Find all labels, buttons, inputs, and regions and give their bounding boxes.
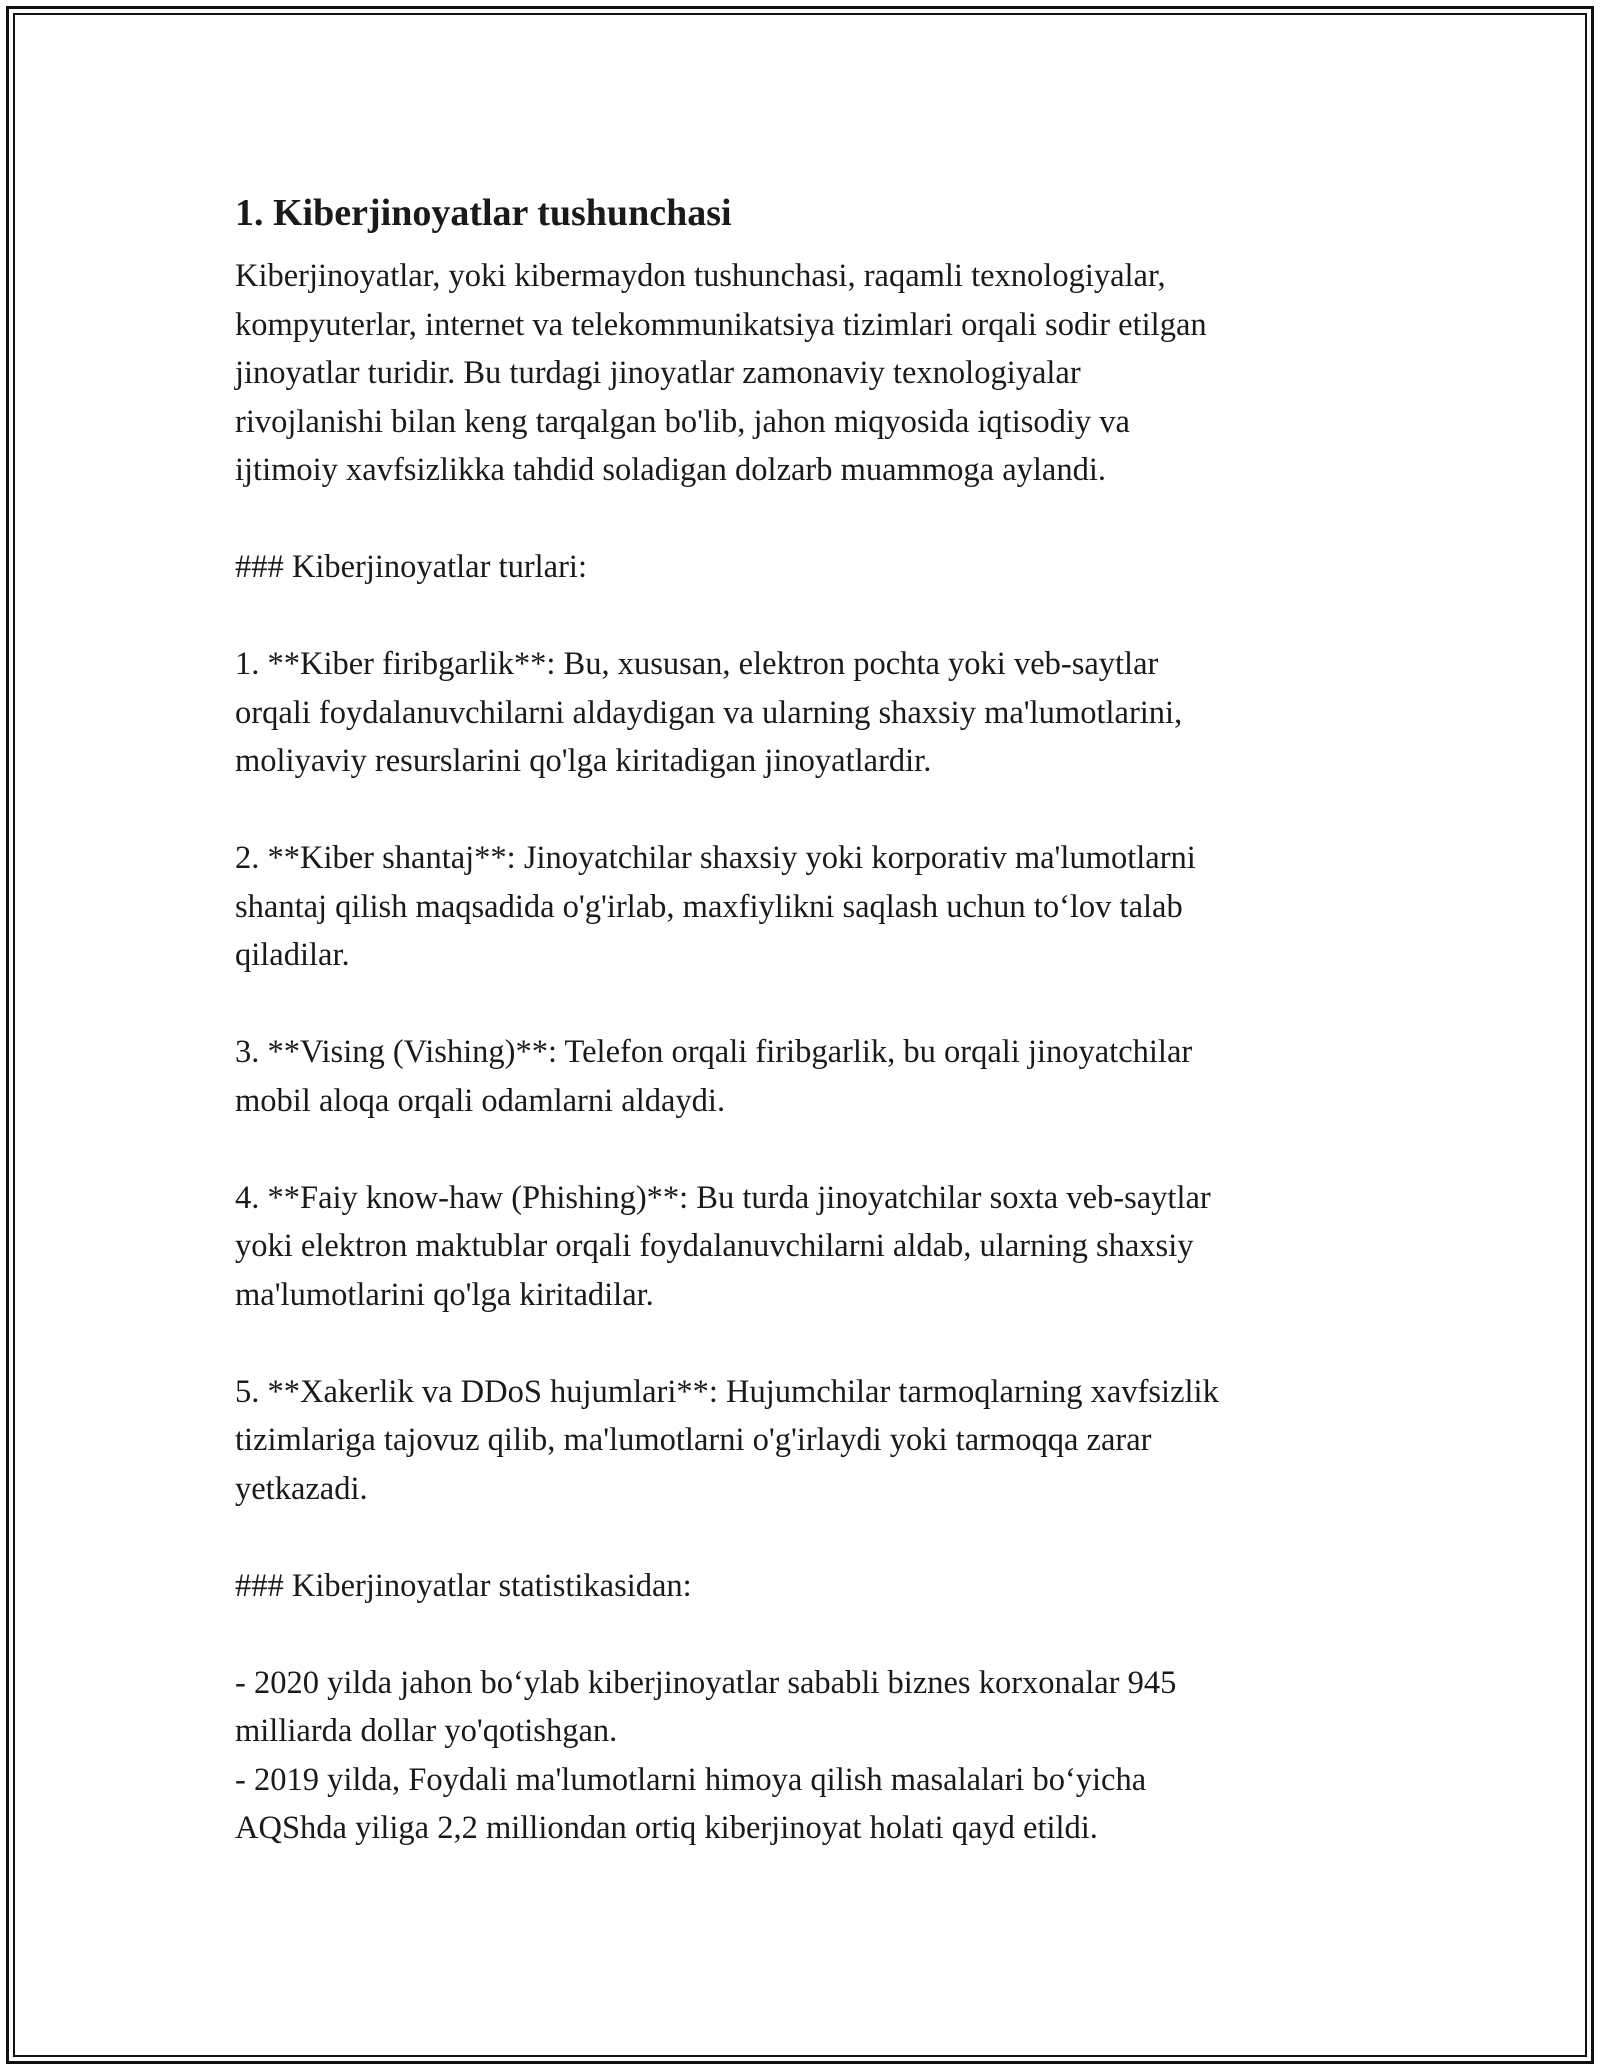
spacer — [235, 592, 1365, 641]
type-line: qiladilar. — [235, 937, 350, 973]
document-title: 1. Kiberjinoyatlar tushunchasi — [235, 192, 732, 234]
stats-line: AQShda yiliga 2,2 milliondan ortiq kiberjinoyat holati qayd etildi. — [235, 1810, 1098, 1846]
type-line: orqali foydalanuvchilarni aldaydigan va ularning shaxsiy ma'lumotlarini, — [235, 694, 1183, 731]
intro-line: kompyuterlar, internet va telekommunikatsiya tizimlari orqali sodir etilgan — [235, 306, 1207, 343]
type-line: 3. **Vising (Vishing)**: Telefon orqali firibgarlik, bu orqali jinoyatchilar — [235, 1034, 1193, 1070]
type-line: tizimlariga tajovuz qilib, ma'lumotlarni o'g'irlaydi yoki tarmoqqa zarar — [235, 1422, 1152, 1458]
type-line: 1. **Kiber firibgarlik**: Bu, xususan, elektron pochta yoki veb-saytlar — [235, 646, 1159, 682]
spacer — [235, 1513, 1365, 1562]
section-heading-stats: ### Kiberjinoyatlar statistikasidan: — [235, 1567, 692, 1604]
intro-paragraph — [235, 252, 1365, 495]
stats-line: - 2019 yilda, Foydali ma'lumotlarni himoya qilish masalalari bo‘yicha — [235, 1761, 1147, 1798]
type-line: 4. **Faiy know-haw (Phishing)**: Bu turda jinoyatchilar soxta veb-saytlar — [235, 1179, 1211, 1216]
spacer — [235, 786, 1365, 835]
type-item-5 — [235, 1368, 1365, 1514]
type-line: 5. **Xakerlik va DDoS hujumlari**: Hujumchilar tarmoqlarning xavfsizlik — [235, 1373, 1219, 1410]
type-line: yoki elektron maktublar orqali foydalanuvchilarni aldab, ularning shaxsiy — [235, 1228, 1194, 1264]
type-item-4 — [235, 1174, 1365, 1320]
section-heading-types: ### Kiberjinoyatlar turlari: — [235, 549, 587, 585]
intro-line: rivojlanishi bilan keng tarqalgan bo'lib, jahon miqyosida iqtisodiy va — [235, 403, 1130, 440]
document-body — [235, 186, 1365, 1853]
type-line: moliyaviy resurslarini qo'lga kiritadigan jinoyatlardir. — [235, 743, 932, 779]
intro-line: jinoyatlar turidir. Bu turdagi jinoyatlar zamonaviy texnologiyalar — [235, 355, 1081, 391]
type-line: mobil aloqa orqali odamlarni aldaydi. — [235, 1082, 726, 1119]
type-line: yetkazadi. — [235, 1470, 368, 1507]
spacer — [235, 980, 1365, 1029]
type-item-2 — [235, 834, 1365, 980]
spacer — [235, 1319, 1365, 1368]
spacer — [235, 495, 1365, 544]
type-line: ma'lumotlarini qo'lga kiritadilar. — [235, 1276, 654, 1313]
type-line: 2. **Kiber shantaj**: Jinoyatchilar shaxsiy yoki korporativ ma'lumotlarni — [235, 840, 1196, 876]
type-item-1 — [235, 640, 1365, 786]
stats-line: milliarda dollar yo'qotishgan. — [235, 1713, 618, 1749]
type-item-3 — [235, 1028, 1365, 1125]
stats-line: - 2020 yilda jahon bo‘ylab kiberjinoyatlar sababli biznes korxonalar 945 — [235, 1664, 1177, 1701]
type-line: shantaj qilish maqsadida o'g'irlab, maxfiylikni saqlash uchun to‘lov talab — [235, 888, 1183, 925]
intro-line: ijtimoiy xavfsizlikka tahdid soladigan dolzarb muammoga aylandi. — [235, 452, 1106, 488]
spacer — [235, 1610, 1365, 1659]
stats-list — [235, 1659, 1365, 1853]
spacer — [235, 1125, 1365, 1174]
intro-line: Kiberjinoyatlar, yoki kibermaydon tushunchasi, raqamli texnologiyalar, — [235, 258, 1166, 294]
